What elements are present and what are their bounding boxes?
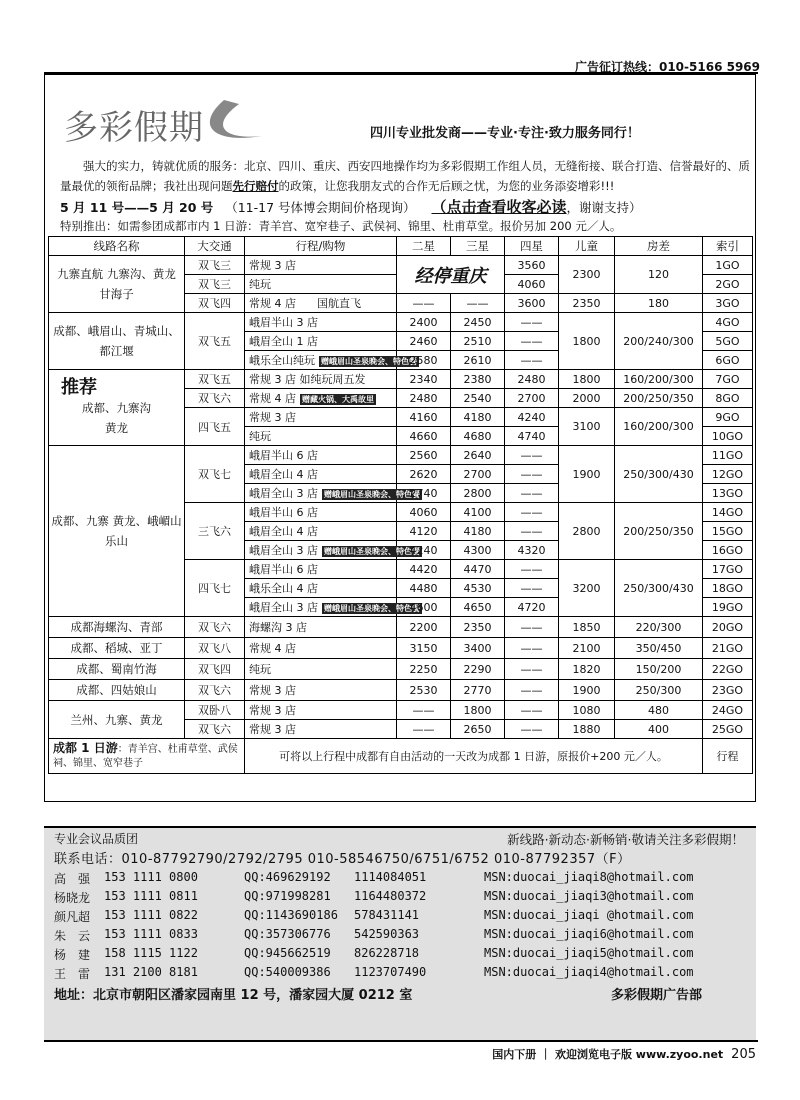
ad-hotline: 广告征订热线：010-5166 5969 <box>574 60 760 74</box>
ad-department: 多彩假期广告部 <box>610 988 702 1003</box>
col-itinerary: 行程/购物 <box>245 237 397 256</box>
date-range: 5 月 11 号——5 月 20 号 （11-17 号体博会期间价格现询） （点击查看收客必读，谢谢支持） <box>60 198 642 216</box>
route-name: 兰州、九寨、黄龙 <box>49 701 185 739</box>
route-name: 成都、稻城、亚丁 <box>49 638 185 659</box>
table-row: 峨眉全山 3 店 赠峨眉山圣泉晚会、特色餐 2740 2800 —— 13GO <box>49 484 753 503</box>
price-table <box>48 236 753 774</box>
route-name: 成都、四姑娘山 <box>49 680 185 701</box>
table-row: 双飞四 常规 4 店 国航直飞 —— —— 3600 2350 180 3GO <box>49 294 753 313</box>
table-row: 兰州、九寨、黄龙 双卧八 常规 3 店 —— 1800 —— 1080 480 24GO <box>49 701 753 720</box>
slogan: 四川专业批发商——专业·专注·致力服务同行！ <box>370 126 640 141</box>
table-row: 成都、峨眉山、青城山、都江堰 双飞五 峨眉半山 3 店 2400 2450 —— 1800 200/240/300 4GO <box>49 313 753 332</box>
brand-logo: 多彩假期 <box>64 108 204 148</box>
table-header <box>49 237 753 256</box>
table-row: 成都、稻城、亚丁 双飞八 常规 4 店 3150 3400 —— 2100 350/450 21GO <box>49 638 753 659</box>
table-row: 峨眉全山 4 店 4120 4180 —— 15GO <box>49 522 753 541</box>
table-row: 成都海螺沟、青部 双飞六 海螺沟 3 店 2200 2350 —— 1850 220/300 20GO <box>49 617 753 638</box>
gift-badge: 赠藏火锅、大禹故里 <box>302 394 374 404</box>
table-row: 九寨直航 九寨沟、黄龙 甘海子 双飞三 常规 3 店 经停重庆 3560 2300 120 1GO <box>49 256 753 275</box>
table-row: 峨乐全山纯玩 赠峨眉山圣泉晚会、特色餐 2580 2610 —— 6GO <box>49 351 753 370</box>
col-3star: 三星 <box>451 237 505 256</box>
intro-paragraph: 强大的实力，铸就优质的服务：北京、四川、重庆、西安四地操作均为多彩假期工作组人员，无缝衔接、联合打造、信誉最好的、质量最优的领衔品牌；我社出现问题先行赔付的政策，让您我朋友式的合作无后顾之忧，为您的业务添姿增彩!!! <box>60 159 750 193</box>
route-name: 成都海螺沟、青部 <box>49 617 185 638</box>
gift-badge: 赠峨眉山圣泉晚会、特色餐 <box>324 546 420 556</box>
contact-footer: 专业会议品质团 新线路·新动态·新畅销·敬请关注多彩假期！ 联系电话：010-87792790/2792/2795 010-58546750/6751/6752 010-87792357（F） 高 强 153 1111 0800 QQ:469629192 1114084051 MSN:duocai_jiaqi8@hotmail.com 杨晓龙 153 1111 0811 QQ:971998281 1164480372 MSN:duocai_jiaqi3@hotmail.com 颜凡超 153 1111 0822 QQ:1143690186 578431141 MSN:duocai_jiaqi @hotmail.com 朱 云 153 1111 0833 QQ:357306776 542590363 MSN:duocai_jiaqi6@hotmail.com 杨 建 158 1115 1122 QQ:945662519 826228718 MSN:duocai_jiaqi5@hotmail.com 王 雷 131 2100 8181 QQ:540009386 1123707490 MSN:duocai_jiaqi4@hotmail.com 地址：北京市朝阳区潘家园南里 12 号，潘家园大厦 0212 室 多彩假期广告部 <box>44 826 756 1040</box>
table-row: 三飞六 峨眉半山 6 店 4060 4100 —— 2800 200/250/350 14GO <box>49 503 753 522</box>
route-name: 成都、蜀南竹海 <box>49 659 185 680</box>
must-read-link[interactable]: （点击查看收客必读 <box>431 198 567 216</box>
recommend-label: 推荐 <box>61 376 97 398</box>
col-2star: 二星 <box>397 237 451 256</box>
table-row: 峨乐全山 4 店 4480 4530 —— 18GO <box>49 579 753 598</box>
table-row: 推荐 成都、九寨沟 黄龙 双飞五 常规 3 店 如纯玩周五发 2340 2380 2480 1800 160/200/300 7GO <box>49 370 753 389</box>
news-line: 新线路·新动态·新畅销·敬请关注多彩假期！ <box>507 832 744 847</box>
phone-numbers: 联系电话：010-87792790/2792/2795 010-58546750/6751/6752 010-87792357（F） <box>54 852 631 867</box>
address: 地址：北京市朝阳区潘家园南里 12 号，潘家园大厦 0212 室 <box>54 988 413 1003</box>
table-row: 双飞六 常规 3 店 —— 2650 —— 1880 400 25GO <box>49 720 753 739</box>
table-row: 纯玩 4660 4680 4740 10GO <box>49 427 753 446</box>
gift-badge: 赠峨眉山圣泉晚会、特色餐 <box>324 603 420 613</box>
route-name: 推荐 成都、九寨沟 黄龙 <box>49 370 185 446</box>
suspend-note: 经停重庆 <box>397 256 505 294</box>
table-row: 成都、四姑娘山 双飞六 常规 3 店 2530 2770 —— 1900 250/300 23GO <box>49 680 753 701</box>
col-room: 房差 <box>615 237 703 256</box>
table-row: 峨眉全山 3 店 赠峨眉山圣泉晚会、特色餐 4600 4650 4720 19GO <box>49 598 753 617</box>
table-row: 峨眉全山 4 店 2620 2700 —— 12GO <box>49 465 753 484</box>
table-row: 峨眉全山 1 店 2460 2510 —— 5GO <box>49 332 753 351</box>
bottom-rule <box>44 1040 758 1042</box>
col-route: 线路名称 <box>49 237 185 256</box>
footer-text[interactable]: 国内下册 ｜ 欢迎浏览电子版 www.zyoo.net <box>492 1048 724 1061</box>
page-footer <box>492 1046 756 1062</box>
oneday-row <box>49 739 753 774</box>
col-transport: 大交通 <box>185 237 245 256</box>
route-name: 成都、峨眉山、青城山、都江堰 <box>49 313 185 370</box>
oneday-label: 成都 1 日游 <box>53 741 118 755</box>
col-4star: 四星 <box>505 237 559 256</box>
col-child: 儿童 <box>559 237 615 256</box>
table-row: 四飞五 常规 3 店 4160 4180 4240 3100 160/200/300 9GO <box>49 408 753 427</box>
group-label: 专业会议品质团 <box>54 832 139 846</box>
route-name: 成都、九寨 黄龙、峨嵋山 乐山 <box>49 446 185 617</box>
table-row: 双飞六 常规 4 店 赠藏火锅、大禹故里 2480 2540 2700 2000 200/250/350 8GO <box>49 389 753 408</box>
table-row: 峨眉全山 3 店 赠峨眉山圣泉晚会、特色餐 4240 4300 4320 16GO <box>49 541 753 560</box>
table-row: 成都、九寨 黄龙、峨嵋山 乐山 双飞七 峨眉半山 6 店 2560 2640 —— 1900 250/300/430 11GO <box>49 446 753 465</box>
table-row: 双飞三 纯玩 4060 2GO <box>49 275 753 294</box>
table-row: 四飞七 峨眉半山 6 店 4420 4470 —— 3200 250/300/430 17GO <box>49 560 753 579</box>
page-number: 205 <box>731 1047 756 1062</box>
route-name: 九寨直航 九寨沟、黄龙 甘海子 <box>49 256 185 313</box>
oneday-sites: ：青羊宫、杜甫草堂、武侯祠、锦里、宽窄巷子 <box>53 744 238 769</box>
table-row: 成都、蜀南竹海 双飞四 纯玩 2250 2290 —— 1820 150/200 22GO <box>49 659 753 680</box>
gift-badge: 赠峨眉山圣泉晚会、特色餐 <box>324 489 420 499</box>
gift-badge: 赠峨眉山圣泉晚会、特色餐 <box>321 356 417 366</box>
intro-highlight: 先行赔付 <box>232 179 279 193</box>
special-offer: 特别推出：如需参团成都市内 1 日游：青羊宫、宽窄巷子、武侯祠、锦里、杜甫草堂。报价另加 200 元／人。 <box>60 219 622 233</box>
oneday-note: 可将以上行程中成都有自由活动的一天改为成都 1 日游，原报价+200 元／人。 <box>245 739 703 774</box>
col-index: 索引 <box>703 237 753 256</box>
oneday-index: 行程 <box>703 739 753 774</box>
